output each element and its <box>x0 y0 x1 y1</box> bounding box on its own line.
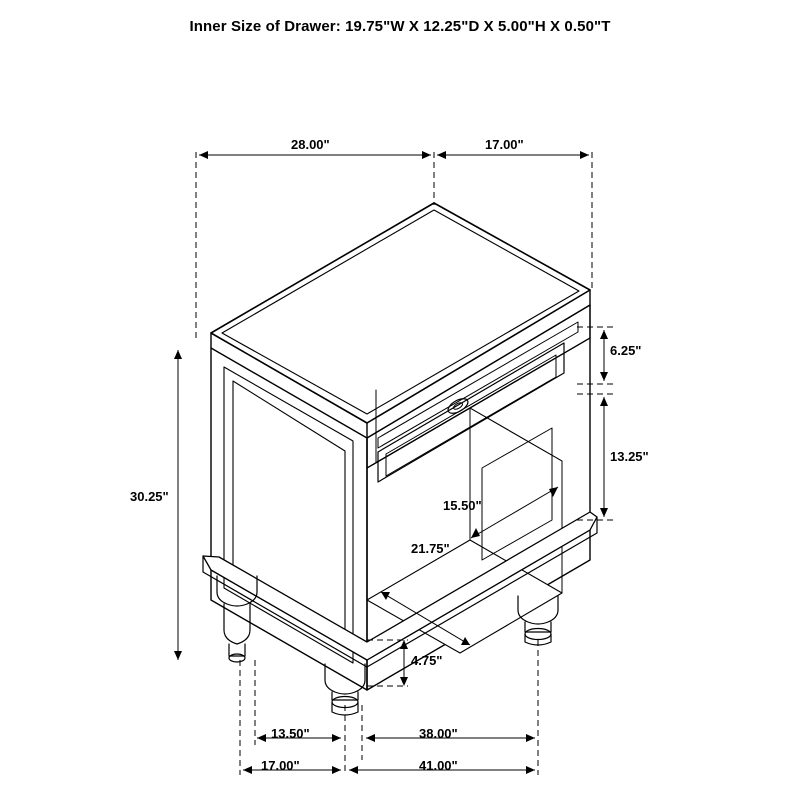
page-title: Inner Size of Drawer: 19.75"W X 12.25"D X 5.00"H X 0.50"T <box>189 18 611 35</box>
dimension-label-drawer-face-height: 6.25" <box>610 343 642 358</box>
dimension-label-top-right-depth: 17.00" <box>485 137 524 152</box>
dimension-label-overall-height: 30.25" <box>130 489 169 504</box>
dimension-label-open-shelf-height: 13.25" <box>610 449 649 464</box>
dimension-label-shelf-depth: 15.50" <box>443 498 482 513</box>
dimension-label-base-width: 41.00" <box>419 758 458 773</box>
dimension-label-shelf-width: 21.75" <box>411 541 450 556</box>
dimension-label-base-depth: 17.00" <box>261 758 300 773</box>
dimension-label-top-left-width: 28.00" <box>291 137 330 152</box>
dimension-label-leg-height: 4.75" <box>411 653 443 668</box>
dimension-label-foot-depth: 13.50" <box>271 726 310 741</box>
dimension-label-foot-span: 38.00" <box>419 726 458 741</box>
